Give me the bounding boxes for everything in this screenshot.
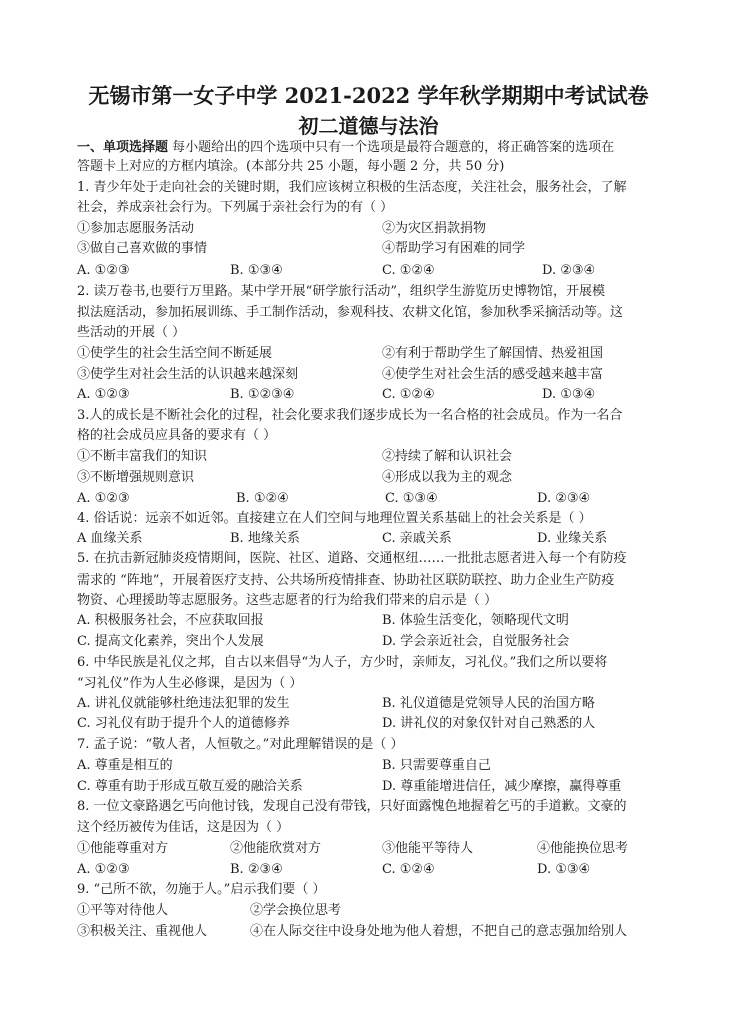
q4-option-d: D. 业缘关系 bbox=[537, 531, 608, 546]
q7-option-c: C. 尊重有助于形成互敬互爱的融洽关系 bbox=[77, 779, 303, 794]
q2-option-b: B. ①②③④ bbox=[230, 387, 295, 402]
q4-stem-1: 4. 俗话说：远亲不如近邻。直接建立在人们空间与地理位置关系基础上的社会关系是（ ） bbox=[77, 511, 592, 526]
q1-statement-1: ①参加志愿服务活动 bbox=[77, 221, 195, 236]
q8-stem-1: 8. 一位文豪路遇乞丐向他讨钱，发现自己没有带钱，只好面露愧色地握着乞丐的手道歉。文豪的 bbox=[77, 799, 627, 814]
q4-option-a: A 血缘关系 bbox=[77, 531, 143, 546]
q8-statement-3: ③他能平等待人 bbox=[382, 841, 474, 856]
q8-statement-4: ④他能换位思考 bbox=[537, 841, 629, 856]
q2-statement-4: ④使学生对社会生活的感受越来越丰富 bbox=[382, 367, 604, 382]
q3-stem-1: 3.人的成长是不断社会化的过程，社会化要求我们逐步成长为一名合格的社会成员。作为一名合 bbox=[77, 408, 623, 423]
q3-stem-2: 格的社会成员应具备的要求有（ ） bbox=[77, 428, 277, 443]
q8-statement-2: ②他能欣赏对方 bbox=[230, 841, 322, 856]
q5-option-a: A. 积极服务社会，不应获取回报 bbox=[77, 613, 264, 628]
q6-stem-2: “习礼仪”作为人生必修课，是因为（ ） bbox=[77, 676, 303, 691]
q3-option-d: D. ②③④ bbox=[537, 491, 591, 506]
q3-statement-3: ③不断增强规则意识 bbox=[77, 470, 195, 485]
q4-option-c: C. 亲戚关系 bbox=[382, 531, 452, 546]
q1-option-c: C. ①②④ bbox=[382, 263, 435, 278]
q7-option-a: A. 尊重是相互的 bbox=[77, 758, 173, 773]
q1-statement-2: ②为灾区捐款捐物 bbox=[382, 221, 487, 236]
q7-option-d: D. 尊重能增进信任，减少摩擦，赢得尊重 bbox=[382, 779, 622, 794]
q4-option-b: B. 地缘关系 bbox=[230, 531, 300, 546]
q5-option-b: B. 体验生活变化，领略现代文明 bbox=[382, 613, 569, 628]
q9-statement-3: ③积极关注、重视他人 bbox=[77, 924, 208, 939]
q6-stem-1: 6. 中华民族是礼仪之邦，自古以来倡导“为人子，方少时，亲师友，习礼仪。”我们之所以要将 bbox=[77, 655, 608, 670]
q2-statement-1: ①使学生的社会生活空间不断延展 bbox=[77, 346, 273, 361]
q7-stem-1: 7. 孟子说：“敬人者，人恒敬之。”对此理解错误的是（ ） bbox=[77, 737, 404, 752]
q2-option-c: C. ①②④ bbox=[382, 387, 435, 402]
q2-stem-1: 2. 读万卷书,也要行万里路。某中学开展“研学旅行活动”，组织学生游览历史博物馆，开展模 bbox=[77, 284, 605, 299]
q6-option-d: D. 讲礼仪的对象仅针对自己熟悉的人 bbox=[382, 716, 596, 731]
q2-option-d: D. ①③④ bbox=[542, 387, 596, 402]
section-instructions bbox=[77, 139, 614, 156]
instructions-text-2: 答题卡上对应的方框内填涂。(本部分共 25 小题，每小题 2 分，共 50 分) bbox=[77, 159, 505, 174]
q5-stem-2: 需求的 “阵地”，开展着医疗支持、公共场所疫情排查、协助社区联防联控、助力企业生产防疫 bbox=[77, 573, 615, 588]
q6-option-a: A. 讲礼仪就能够杜绝违法犯罪的发生 bbox=[77, 696, 290, 711]
q2-stem-3: 些活动的开展（ ） bbox=[77, 325, 186, 340]
q3-statement-2: ②持续了解和认识社会 bbox=[382, 449, 513, 464]
q6-option-c: C. 习礼仪有助于提升个人的道德修养 bbox=[77, 716, 290, 731]
q9-statement-1: ①平等对待他人 bbox=[77, 903, 169, 918]
q9-statement-2: ②学会换位思考 bbox=[250, 903, 342, 918]
exam-subtitle: 初二道德与法治 bbox=[298, 114, 439, 138]
q8-statement-1: ①他能尊重对方 bbox=[77, 841, 169, 856]
q6-option-b: B. 礼仪道德是党领导人民的治国方略 bbox=[382, 696, 595, 711]
q1-stem-1: 1. 青少年处于走向社会的关键时期，我们应该树立积极的生活态度，关注社会，服务社会，了解 bbox=[77, 180, 627, 195]
q3-option-c: C. ①③④ bbox=[385, 491, 438, 506]
q5-stem-1: 5. 在抗击新冠肺炎疫情期间，医院、社区、道路、交通枢纽……一批批志愿者进入每一个有防疫 bbox=[77, 551, 627, 566]
instructions-text: 每小题给出的四个选项中只有一个选项是最符合题意的，将正确答案的选项在 bbox=[168, 140, 615, 155]
q7-option-b: B. 只需要尊重自己 bbox=[382, 758, 491, 773]
q8-option-d: D. ①③④ bbox=[537, 862, 591, 877]
q1-statement-4: ④帮助学习有困难的同学 bbox=[382, 241, 526, 256]
exam-title: 无锡市第一女子中学 2021-2022 学年秋学期期中考试试卷 bbox=[88, 83, 649, 108]
q2-option-a: A. ①②③ bbox=[77, 387, 130, 402]
q8-option-b: B. ②③④ bbox=[230, 862, 283, 877]
q3-statement-1: ①不断丰富我们的知识 bbox=[77, 449, 208, 464]
q3-statement-4: ④形成以我为主的观念 bbox=[382, 470, 513, 485]
q8-option-c: C. ①②④ bbox=[382, 862, 435, 877]
q8-option-a: A. ①②③ bbox=[77, 862, 130, 877]
q3-option-a: A. ①②③ bbox=[77, 491, 130, 506]
q1-option-a: A. ①②③ bbox=[77, 263, 130, 278]
q5-stem-3: 物资、心理援助等志愿服务。这些志愿者的行为给我们带来的启示是（ ） bbox=[77, 593, 498, 608]
q9-statement-4: ④在人际交往中设身处地为他人着想，不把自己的意志强加给别人 bbox=[250, 924, 628, 939]
q1-option-b: B. ①③④ bbox=[230, 263, 283, 278]
q5-option-c: C. 提高文化素养，突出个人发展 bbox=[77, 634, 264, 649]
q9-stem-1: 9. “己所不欲，勿施于人。”启示我们要（ ） bbox=[77, 882, 326, 897]
q1-option-d: D. ②③④ bbox=[542, 263, 596, 278]
q1-statement-3: ③做自己喜欢做的事情 bbox=[77, 241, 208, 256]
q1-stem-2: 社会，养成亲社会行为。下列属于亲社会行为的有（ ） bbox=[77, 200, 394, 215]
q5-option-d: D. 学会亲近社会，自觉服务社会 bbox=[382, 634, 570, 649]
q8-stem-2: 这个经历被传为佳话，这是因为（ ） bbox=[77, 820, 290, 835]
q2-statement-2: ②有利于帮助学生了解国情、热爱祖国 bbox=[382, 346, 604, 361]
q2-stem-2: 拟法庭活动，参加拓展训练、手工制作活动，参观科技、农耕文化馆，参加秋季采摘活动等。这 bbox=[77, 305, 624, 320]
q3-option-b: B. ①②④ bbox=[236, 491, 289, 506]
q2-statement-3: ③使学生对社会生活的认识越来越深刻 bbox=[77, 367, 299, 382]
section-heading: 一、单项选择题 bbox=[77, 140, 169, 155]
